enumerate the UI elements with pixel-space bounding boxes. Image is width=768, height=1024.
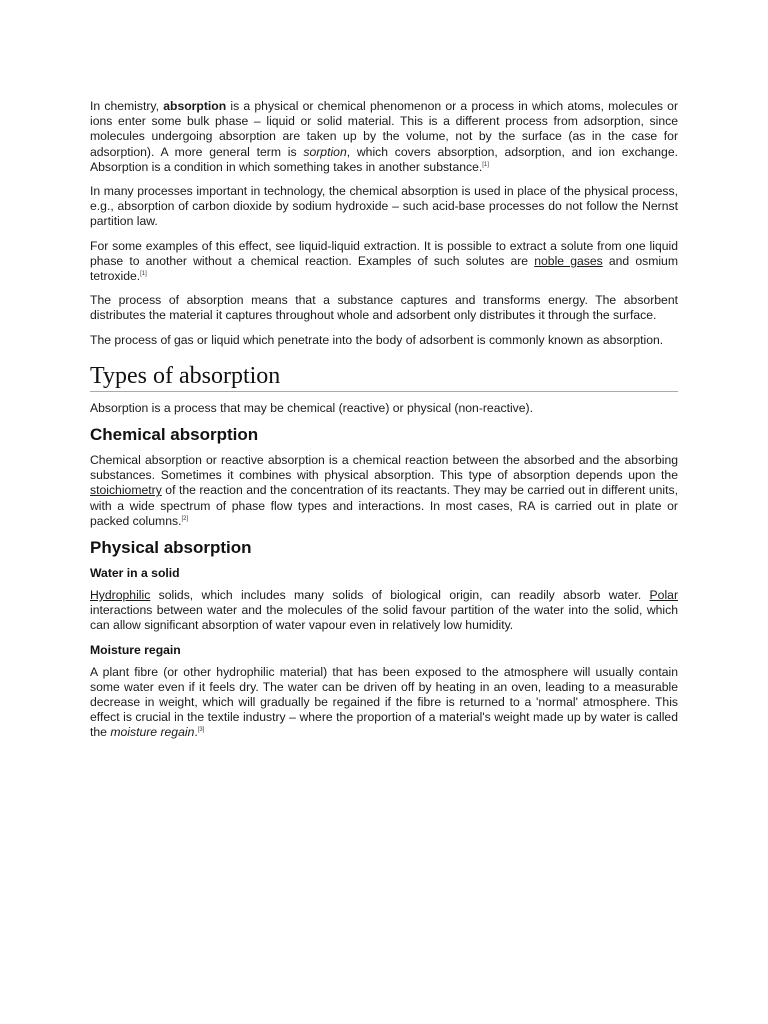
intro-paragraph-1 xyxy=(90,99,678,175)
reference-3[interactable]: [3] xyxy=(197,727,205,734)
moisture-text: . xyxy=(194,725,198,740)
reference-1[interactable]: [1] xyxy=(482,161,489,168)
water-text: interactions between water and the molecules of the solid favour partition of the water into the solid, which can allow significant absorption of water vapour even in relatively low humidity. xyxy=(90,603,678,633)
subheading-water-in-a-solid: Water in a solid xyxy=(90,566,180,581)
water-text: solids, which includes many solids of biological origin, can readily absorb water. xyxy=(150,588,650,603)
link-noble-gases[interactable]: noble gases xyxy=(534,253,603,268)
types-paragraph: Absorption is a process that may be chemical (reactive) or physical (non-reactive). xyxy=(90,400,533,415)
term-absorption: absorption xyxy=(163,99,227,113)
reference-1[interactable]: [1] xyxy=(140,271,147,278)
subheading-chemical-absorption: Chemical absorption xyxy=(90,425,259,445)
intro-text: is a physical or chemical phenomenon or a process in which atoms, molecules or ions enter some bulk phase – liquid or solid material. This is a different process from adsorption, since molecules undergoing absorption are taken up by the volume, not by the surface (as in the case for adsorption). A more general term is xyxy=(90,99,679,159)
section-heading-types: Types of absorption xyxy=(90,362,678,392)
intro-text: , which covers absorption, adsorption, and ion exchange. Absorption is a condition in which something takes in another substance. xyxy=(90,144,678,174)
reference-2[interactable]: [2] xyxy=(181,515,189,522)
subheading-physical-absorption: Physical absorption xyxy=(90,538,252,558)
intro-paragraph-4: The process of absorption means that a substance captures and transforms energy. The absorbent distributes the material it captures throughout whole and adsorbent only distributes it through the surface. xyxy=(90,293,678,323)
moisture-paragraph xyxy=(90,665,678,741)
intro-paragraph-3 xyxy=(90,239,678,285)
intro-text: and osmium tetroxide. xyxy=(90,253,678,284)
intro-text: In chemistry, xyxy=(90,99,164,113)
intro-text: For some examples of this effect, see liquid-liquid extraction. It is possible to extract a solute from one liquid phase to another without a chemical reaction. Examples of such solutes are xyxy=(90,238,678,268)
intro-paragraph-2: In many processes important in technology, the chemical absorption is used in place of the physical process, e.g., absorption of carbon dioxide by sodium hydroxide – such acid-base processes do not follow the Nernst partition law. xyxy=(90,184,678,229)
moisture-text: A plant fibre (or other hydrophilic material) that has been exposed to the atmosphere will usually contain some water even if it feels dry. The water can be driven off by heating in an oven, leading to a measurable decrease in weight, which will gradually be regained if the fibre is returned to a 'normal' atmosphere. This effect is crucial in the textile industry – where the proportion of a material's weight made up by water is called the xyxy=(90,664,678,740)
article-body xyxy=(90,99,678,750)
chemical-text: of the reaction and the concentration of its reactants. They may be carried out in different units, with a wide spectrum of phase flow types and interactions. In most cases, RA is carried out in plate or packed columns. xyxy=(90,483,678,528)
chemical-text: Chemical absorption or reactive absorption is a chemical reaction between the absorbed and the absorbing substances. Sometimes it combines with physical absorption. This type of absorption depends upon the xyxy=(90,453,678,483)
term-sorption: sorption xyxy=(303,144,347,159)
water-paragraph xyxy=(90,588,678,634)
link-polar[interactable]: Polar xyxy=(649,588,678,603)
intro-paragraph-5: The process of gas or liquid which penetrate into the body of adsorbent is commonly known as absorption. xyxy=(90,332,664,347)
chemical-paragraph xyxy=(90,453,678,529)
link-hydrophilic[interactable]: Hydrophilic xyxy=(90,588,151,603)
link-stoichiometry[interactable]: stoichiometry xyxy=(90,483,162,498)
subheading-moisture-regain: Moisture regain xyxy=(90,642,181,657)
term-moisture-regain: moisture regain xyxy=(110,725,195,740)
